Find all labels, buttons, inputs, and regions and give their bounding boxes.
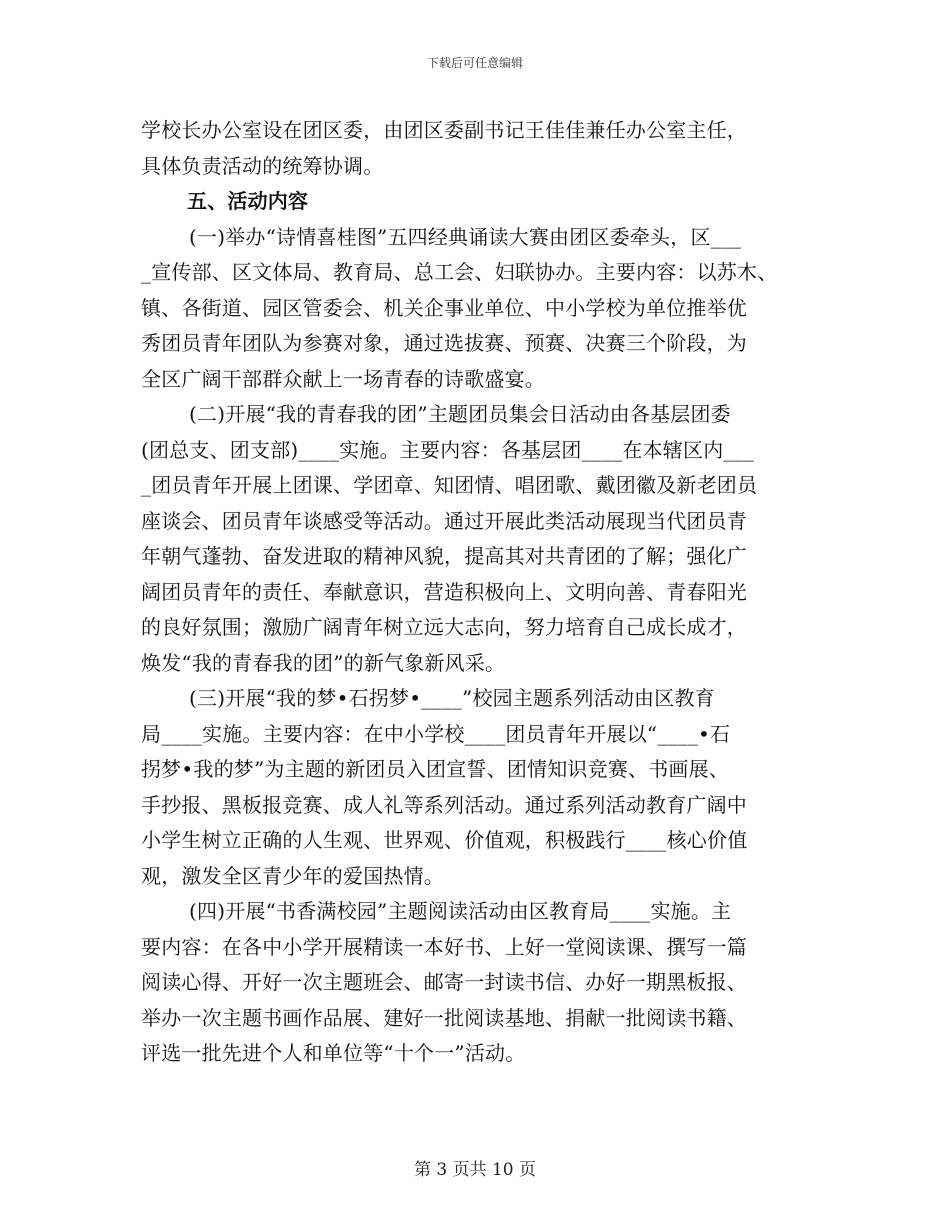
text-line: 镇、各街道、园区管委会、机关企事业单位、中小学校为单位推举优 [141, 295, 747, 320]
text-line: 年朝气蓬勃、奋发进取的精神风貌，提高其对共青团的了解；强化广 [141, 544, 747, 568]
page-header: 下载后可任意编辑 [426, 56, 523, 70]
text-line: 学校长办公室设在团区委，由团区委副书记王佳佳兼任办公室主任， [141, 118, 747, 142]
paragraph-start-line: (四)开展“书香满校园”主题阅读活动由区教育局____实施。主 [189, 899, 732, 923]
text-line: 手抄报、黑板报竞赛、成人礼等系列活动。通过系列活动教育广阔中 [141, 792, 747, 817]
text-line: 观，激发全区青少年的爱国热情。 [141, 863, 444, 888]
text-line: (团总支、团支部)____实施。主要内容：各基层团____在本辖区内___ [141, 437, 755, 462]
page-footer: 第 3 页共 10 页 [413, 1160, 537, 1180]
text-line: 评选一批先进个人和单位等“十个一”活动。 [141, 1041, 526, 1065]
text-line: 举办一次主题书画作品展、建好一批阅读基地、捐献一批阅读书籍、 [141, 1005, 747, 1030]
text-line: 的良好氛围；激励广阔青年树立远大志向，努力培育自己成长成才， [141, 615, 747, 639]
text-line: 局____实施。主要内容：在中小学校____团员青年开展以“____•石 [141, 721, 731, 746]
text-line: 座谈会、团员青年谈感受等活动。通过开展此类活动展现当代团员青 [141, 508, 747, 533]
paragraph-start-line: (二)开展“我的青春我的团”主题团员集会日活动由各基层团委 [189, 402, 731, 426]
text-line: 阅读心得、开好一次主题班会、邮寄一封读书信、办好一期黑板报、 [141, 970, 747, 994]
text-line: 秀团员青年团队为参赛对象，通过选拔赛、预赛、决赛三个阶段，为 [141, 331, 747, 355]
text-line: 阔团员青年的责任、奉献意识，营造积极向上、文明向善、青春阳光 [141, 579, 747, 604]
text-line: 小学生树立正确的人生观、世界观、价值观，积极践行____核心价值 [141, 828, 748, 852]
text-line: 焕发“我的青春我的团”的新气象新风采。 [141, 650, 506, 675]
text-line: 全区广阔干部群众献上一场青春的诗歌盛宴。 [141, 366, 545, 391]
text-line: 拐梦•我的梦”为主题的新团员入团宣誓、团情知识竞赛、书画展、 [141, 757, 730, 781]
text-line: _宣传部、区文体局、教育局、总工会、妇联协办。主要内容：以苏木、 [141, 260, 778, 284]
section-heading: 五、活动内容 [187, 189, 309, 213]
paragraph-start-line: (一)举办“诗情喜桂图”五四经典诵读大赛由团区委牵头，区___ [189, 224, 742, 249]
paragraph-start-line: (三)开展“我的梦•石拐梦•____”校园主题系列活动由区教育 [189, 686, 715, 710]
document-body [141, 113, 821, 1072]
text-line: _团员青年开展上团课、学团章、知团情、唱团歌、戴团徽及新老团员 [141, 473, 758, 497]
text-line: 具体负责活动的统筹协调。 [141, 153, 384, 178]
text-line: 要内容：在各中小学开展精读一本好书、上好一堂阅读课、撰写一篇 [141, 934, 747, 959]
